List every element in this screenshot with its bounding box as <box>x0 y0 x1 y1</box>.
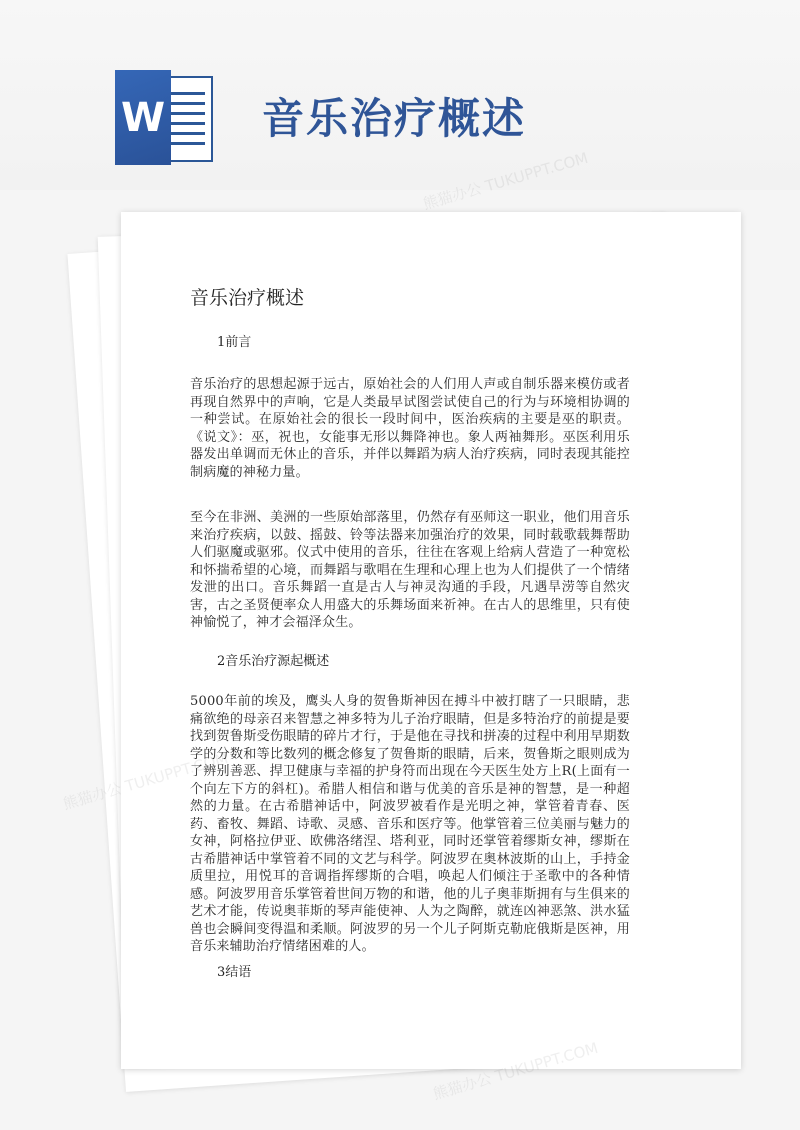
watermark: 熊猫办公 <box>60 779 124 814</box>
paragraph: 至今在非洲、美洲的一些原始部落里，仍然存有巫师这一职业，他们用音乐来治疗疾病，以鼓、摇鼓、铃等法器来加强治疗的效果，同时载歌载舞帮助人们驱魔或驱邪。仪式中使用的音乐，往往在客观上给病人营造了一种宽松和怀揣希望的心境，而舞蹈与歌唱在生理和心理上也为人们提供了一个情绪发泄的出口。音乐舞蹈一直是古人与神灵沟通的手段，凡遇旱涝等自然灾害，古之圣贤便率众人用盛大的乐舞场面来祈神。在古人的思维里，只有使神愉悦了，神才会福泽众生。 <box>190 510 630 630</box>
word-logo-tile: W <box>115 70 171 165</box>
watermark: 熊猫办公 TUKUPPT.COM <box>430 1038 601 1104</box>
document-title: 音乐治疗概述 <box>190 287 305 309</box>
paragraph: 5000年前的埃及，鹰头人身的贺鲁斯神因在搏斗中被打瞎了一只眼睛，悲痛欲绝的母亲召来智慧之神多特为儿子治疗眼睛，但是多特治疗的前提是要找到贺鲁斯受伤眼睛的碎片才行，于是他在寻找和拼凑的过程中利用早期数学的分数和等比数列的概念修复了贺鲁斯的眼睛，后来，贺鲁斯之眼则成为了辨别善恶、捍卫健康与幸福的护身符而出现在今天医生处方上R(上面有一个向左下方的斜杠)。希腊人相信和谐与优美的音乐是神的智慧，是一种超然的力量。在古希腊神话中，阿波罗被看作是光明之神，掌管着青春、医药、畜牧、舞蹈、诗歌、灵感、音乐和医疗等。他掌管着三位美丽与魅力的女神，阿格拉伊亚、欧佛洛绪涅、塔利亚，同时还掌管着缪斯女神，缪斯在古希腊神话中掌管着不同的文艺与科学。阿波罗在奥林波斯的山上，手持金质里拉，用悦耳的音调指挥缪斯的合唱，唤起人们倾注于圣歌中的各种情感。阿波罗用音乐掌管着世间万物的和谐，他的儿子奥菲斯拥有与生俱来的艺术才能，传说奥菲斯的琴声能使神、人为之陶醉，就连凶神恶煞、洪水猛兽也会瞬间变得温和柔顺。阿波罗的另一个儿子阿斯克勒庇俄斯是医神，用音乐来辅助治疗情绪困难的人。 <box>190 694 630 954</box>
banner-title: 音乐治疗概述 <box>262 94 527 143</box>
section-heading: 1前言 <box>217 335 252 350</box>
section-heading: 2音乐治疗源起概述 <box>217 654 330 669</box>
word-document-icon <box>115 70 215 165</box>
section-heading: 3结语 <box>217 965 252 980</box>
paragraph: 音乐治疗的思想起源于远古，原始社会的人们用人声或自制乐器来模仿或者再现自然界中的声响，它是人类最早试图尝试使自己的行为与环境相协调的一种尝试。在原始社会的很长一段时间中，医治疾病的主要是巫的职责。《说文》：巫，祝也，女能事无形以舞降神也。象人两袖舞形。巫医利用乐器发出单调而无休止的音乐，并伴以舞蹈为病人治疗疾病，同时表现其能控制病魔的神秘力量。 <box>190 377 630 480</box>
